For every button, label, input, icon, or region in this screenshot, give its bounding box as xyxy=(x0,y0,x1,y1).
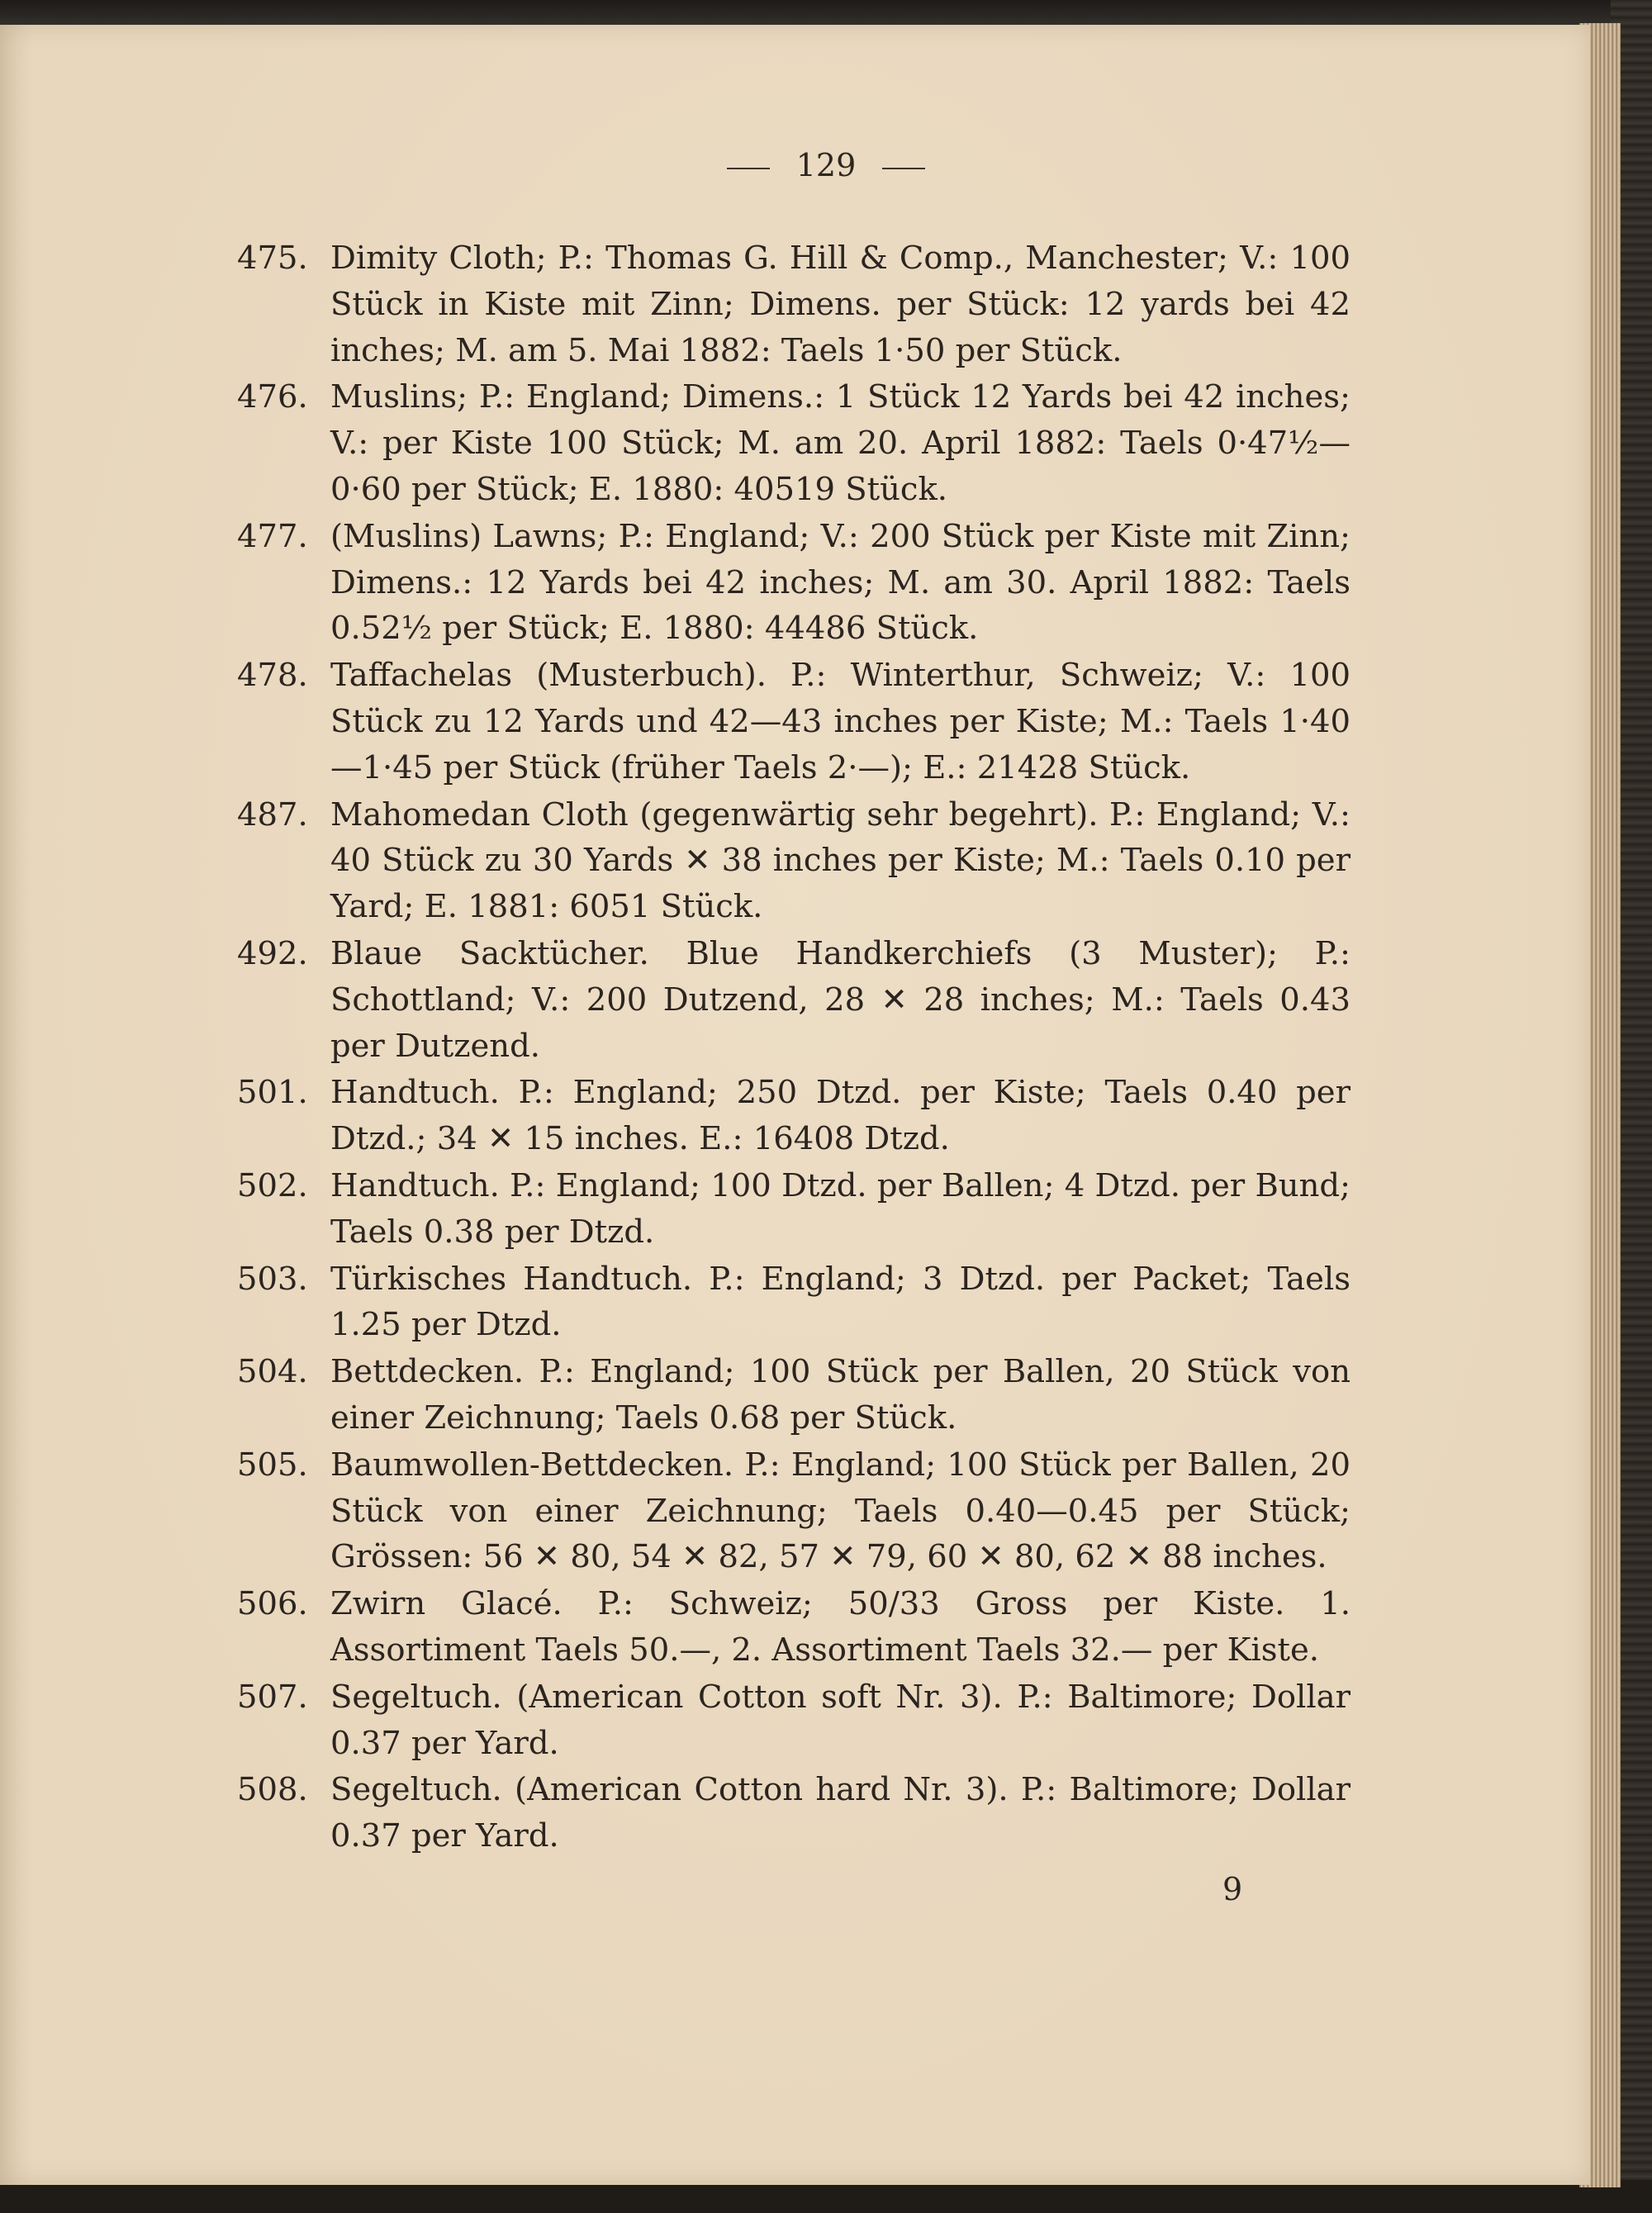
footer-page-number: 9 xyxy=(1222,1871,1243,1907)
entry-number: 475. xyxy=(237,240,308,277)
entry-text: Mahomedan Cloth (gegenwärtig sehr begehrt). P.: England; V.: 40 Stück zu 30 Yards ✕ 38 inches per Kiste; M.: Taels 0.10 per Yard; E. 1881: 6051 Stück. xyxy=(330,795,1351,926)
entry-text: Muslins; P.: England; Dimens.: 1 Stück 12 Yards bei 42 inches; V.: per Kiste 100 Stück; M. am 20. April 1882: Taels 0·47½—0·60 per Stück; E. 1880: 40519 Stück. xyxy=(330,378,1351,508)
entry-text: Taffachelas (Musterbuch). P.: Winterthur, Schweiz; V.: 100 Stück zu 12 Yards und 42—43 inches per Kiste; M.: Taels 1·40—1·45 per Stück (früher Taels 2·—); E.: 21428 Stück. xyxy=(330,657,1351,786)
entry-506 xyxy=(237,1581,1351,1674)
entry-text: Handtuch. P.: England; 250 Dtzd. per Kiste; Taels 0.40 per Dtzd.; 34 ✕ 15 inches. E.: 16408 Dtzd. xyxy=(330,1074,1351,1158)
entry-505 xyxy=(237,1442,1351,1580)
book-binding-bottom xyxy=(0,2180,1652,2213)
entry-number: 476. xyxy=(237,378,308,416)
entry-text: Bettdecken. P.: England; 100 Stück per Ballen, 20 Stück von einer Zeichnung; Taels 0.68 per Stück. xyxy=(330,1353,1351,1437)
entry-477 xyxy=(237,514,1351,652)
entry-text: (Muslins) Lawns; P.: England; V.: 200 Stück per Kiste mit Zinn; Dimens.: 12 Yards bei 42 inches; M. am 30. April 1882: Taels 0.52½ per Stück; E. 1880: 44486 Stück. xyxy=(330,517,1351,648)
entry-number: 507. xyxy=(237,1678,308,1716)
entry-number: 504. xyxy=(237,1353,308,1391)
entry-text: Segeltuch. (American Cotton hard Nr. 3). P.: Baltimore; Dollar 0.37 per Yard. xyxy=(330,1771,1351,1855)
entry-478 xyxy=(237,653,1351,791)
entry-487 xyxy=(237,792,1351,930)
entry-number: 508. xyxy=(237,1771,308,1809)
entry-number: 492. xyxy=(237,934,308,972)
entry-476 xyxy=(237,374,1351,512)
entry-text: Zwirn Glacé. P.: Schweiz; 50/33 Gross per Kiste. 1. Assortiment Taels 50.—, 2. Assortiment Taels 32.— per Kiste. xyxy=(330,1585,1351,1669)
entry-508 xyxy=(237,1767,1351,1859)
entry-number: 477. xyxy=(237,517,308,555)
entry-504 xyxy=(237,1349,1351,1441)
entry-number: 503. xyxy=(237,1260,308,1298)
entry-number: 501. xyxy=(237,1074,308,1112)
entry-list xyxy=(237,235,1351,1860)
entry-number: 487. xyxy=(237,795,308,833)
entry-number: 505. xyxy=(237,1446,308,1484)
entry-text: Dimity Cloth; P.: Thomas G. Hill & Comp., Manchester; V.: 100 Stück in Kiste mit Zinn; Dimens. per Stück: 12 yards bei 42 inches; M. am 5. Mai 1882: Taels 1·50 per Stück. xyxy=(330,240,1351,369)
entry-text: Handtuch. P.: England; 100 Dtzd. per Ballen; 4 Dtzd. per Bund; Taels 0.38 per Dtzd. xyxy=(330,1166,1351,1251)
entry-number: 478. xyxy=(237,657,308,695)
entry-number: 506. xyxy=(237,1585,308,1623)
entry-507 xyxy=(237,1674,1351,1767)
page-header-number: 129 xyxy=(795,147,857,183)
entry-501 xyxy=(237,1070,1351,1162)
header-dash-right xyxy=(882,168,925,169)
entry-503 xyxy=(237,1256,1351,1349)
entry-475 xyxy=(237,235,1351,373)
entry-text: Segeltuch. (American Cotton soft Nr. 3). P.: Baltimore; Dollar 0.37 per Yard. xyxy=(330,1678,1351,1762)
entry-text: Blaue Sacktücher. Blue Handkerchiefs (3 Muster); P.: Schottland; V.: 200 Dutzend, 28 ✕ 28 inches; M.: Taels 0.43 per Dutzend. xyxy=(330,934,1351,1065)
entry-502 xyxy=(237,1163,1351,1256)
entry-492 xyxy=(237,931,1351,1069)
entry-text: Baumwollen-Bettdecken. P.: England; 100 Stück per Ballen, 20 Stück von einer Zeichnung; Taels 0.40—0.45 per Stück; Grössen: 56 ✕ 80, 54 ✕ 82, 57 ✕ 79, 60 ✕ 80, 62 ✕ 88 inches. xyxy=(330,1446,1351,1576)
entry-text: Türkisches Handtuch. P.: England; 3 Dtzd. per Packet; Taels 1.25 per Dtzd. xyxy=(330,1260,1351,1344)
header-dash-left xyxy=(727,168,770,169)
page-header xyxy=(0,147,1652,183)
entry-number: 502. xyxy=(237,1166,308,1204)
